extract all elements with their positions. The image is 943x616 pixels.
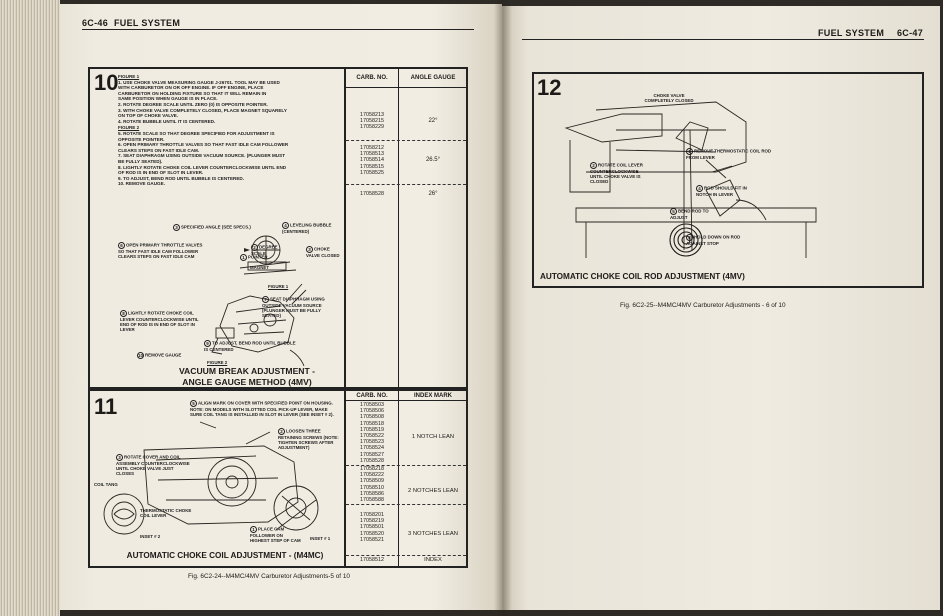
fig11-row-carbs: 17058512 [360,557,384,563]
callout-rod-fit-notch: 4 ROD SHOULD FIT IN NOTCH IN LEVER [696,185,747,197]
callout-magnet: MAGNET [250,265,270,270]
fig11-row-separator [346,504,466,505]
right-page-number: 6C-47 [897,28,924,38]
step-line: 1. USE CHOKE VALVE MEASURING GAUGE J-26701. TOOL MAY BE USED [118,79,280,85]
callout-figure2: FIGURE 2 [207,360,228,365]
callout-rotate-cover: 3 ROTATE COVER AND COIL ASSEMBLY COUNTERCLOCKWISE UNTIL CHOKE VALVE JUST CLOSES [116,454,190,477]
step-line: 2. ROTATE DEGREE SCALE UNTIL ZERO (0) IS OPPOSITE POINTER. [118,101,268,107]
fig10-table-header-rule [344,87,468,88]
right-header-rule [522,39,924,40]
fig10-table-col-divider [398,67,399,389]
callout-rotate-coil-lever: 8 LIGHTLY ROTATE CHOKE COIL LEVER COUNTERCLOCKWISE UNTIL END OF ROD IS IN END OF SLOT IN LEVER [120,310,199,333]
step-line: BE FULLY SEATED). [118,158,163,164]
fig11-row-carbs: 17058503 17058506 17058508 17058518 17058519 17058522 17058523 17058524 17058527 17058528 [360,402,384,464]
callout-open-throttle: 6 OPEN PRIMARY THROTTLE VALVES SO THAT FAST IDLE CAM FOLLOWER CLEARS STEPS ON FAST IDLE CAM [118,242,203,260]
left-figure-caption: Fig. 6C2-24--M4MC/4MV Carburetor Adjustments-5 of 10 [188,573,350,580]
callout-inset-1: INSET # 1 [310,536,331,541]
fig10-row-angle: 26° [428,191,438,197]
step-line: 6. OPEN PRIMARY THROTTLE VALVES SO THAT FAST IDLE CAM FOLLOWER [118,142,289,148]
figure-12-number: 12 [537,75,562,100]
left-header-rule [82,29,474,30]
callout-place-cam: 1 PLACE CAM FOLLOWER ON HIGHEST STEP OF CAM [250,526,301,544]
step-line: 10. REMOVE GAUGE. [118,181,165,187]
right-figure-caption: Fig. 6C2-25--M4MC/4MV Carburetor Adjustments - 6 of 10 [620,302,786,309]
callout-remove-coil-rod: 1 REMOVE THERMOSTATIC COIL ROD FROM LEVER [686,148,772,160]
fig10-row-angle: 26.5° [425,157,441,163]
callout-seat-diaphragm: 7 SEAT DIAPHRAGM USING OUTSIDE VACUUM SOURCE (PLUNGER MUST BE FULLY SEATED) [262,296,325,319]
figure-11-title: AUTOMATIC CHOKE COIL ADJUSTMENT - (M4MC) [126,551,324,560]
figure-12-title: AUTOMATIC CHOKE COIL ROD ADJUSTMENT (4MV) [540,272,745,281]
fig11-row-mark: INDEX [424,557,442,563]
left-page-number: 6C-46 [82,18,109,28]
callout-inset-2: INSET # 2 [140,534,161,539]
step-line: 4. ROTATE BUBBLE UNTIL IT IS CENTERED. [118,118,216,124]
step-line: OF ROD IS IN END OF SLOT IN LEVER. [118,170,204,176]
callout-coil-tang: COIL TANG [94,482,118,487]
fig11-table-col-divider [398,389,399,568]
step-line: CLEARS STEPS ON FAST IDLE CAM. [118,147,200,153]
step-line: ON TOP OF CHOKE VALVE. [118,113,179,119]
callout-thermostatic-lever: THERMOSTATIC CHOKE COIL LEVER [140,508,192,519]
fig11-row-carbs: 17058201 17058219 17058501 17058520 17058521 [360,512,384,543]
callout-figure1: FIGURE 1 [268,284,289,289]
callout-leveling-bubble: 4 LEVELING BUBBLE (CENTERED) [282,222,332,234]
fig10-row-separator [346,184,466,185]
fig11-table-header-rule [344,400,468,401]
step-line: 7. SEAT DIAPHRAGM USING OUTSIDE VACUUM SOURCE. (PLUNGER MUST [118,153,285,159]
figure2-heading: FIGURE 2 [118,125,140,131]
page-stack-edge [0,0,60,616]
callout-degree-scale: 2 DEGREE SCALE [251,244,278,256]
fig10-row-carbs: 17058528 [360,191,384,197]
callout-bend-rod: 5 BEND ROD TO ADJUST [670,208,709,220]
figure-10-number: 10 [94,70,119,95]
step-line: 5. ROTATE SCALE SO THAT DEGREE SPECIFIED FOR ADJUSTMENT IS [118,130,275,136]
figure-10-title: VACUUM BREAK ADJUSTMENT - ANGLE GAUGE METHOD (4MV) [178,366,316,387]
fig11-row-mark: 1 NOTCH LEAN [411,434,455,440]
step-line: 3. WITH CHOKE VALVE COMPLETELY CLOSED, PLACE MAGNET SQUARELY [118,107,287,113]
fig11-row-separator [346,555,466,556]
callout-bend-rod: 9 TO ADJUST, BEND ROD UNTIL BUBBLE IS CENTERED [204,340,296,352]
figure-10-instructions [118,74,342,187]
fig11-row-mark: 3 NOTCHES LEAN [408,531,458,537]
right-header-title: FUEL SYSTEM [818,28,885,38]
fig10-row-angle: 22° [428,118,438,124]
fig10-row-carbs: 17058212 17058513 17058514 17058515 17058525 [360,145,384,176]
fig10-header-carb-no: CARB. NO. [356,75,388,81]
callout-specified-angle: 3 SPECIFIED ANGLE (SEE SPECS.) [173,224,253,231]
fig11-header-carb-no: CARB. NO. [356,393,388,399]
step-line: 9. TO ADJUST, BEND ROD UNTIL BUBBLE IS CENTERED. [118,175,244,181]
fig10-header-angle-gauge: ANGLE GAUGE [410,75,456,81]
step-line: OPPOSITE POINTER. [118,136,165,142]
step-line: WITH CARBURETOR ON OR OFF ENGINE. IF OFF ENGINE, PLACE [118,85,264,91]
callout-remove-gauge: 10 REMOVE GAUGE [138,352,182,358]
callout-loosen-screws: 2 LOOSEN THREE RETAINING SCREWS (NOTE: TIGHTEN SCREWS AFTER ADJUSTMENT) [278,428,339,451]
figure1-heading: FIGURE 1 [118,74,140,79]
left-header-title: FUEL SYSTEM [114,18,181,28]
book-gutter [494,0,512,616]
callout-hold-rod: 3 HOLD DOWN ON ROD AGAINST STOP [686,234,741,246]
step-line: 8. LIGHTLY ROTATE CHOKE COIL LEVER COUNTERCLOCKWISE UNTIL END [118,164,287,170]
fig11-row-carbs: 17058218 17058222 17058509 17058510 17058586 17058588 [360,466,384,504]
step-line: CARBURETOR ON HOLDING FIXTURE SO THAT IT WILL REMAIN IN [118,90,267,96]
fig11-header-index-mark: INDEX MARK [413,393,452,399]
fig11-row-mark: 2 NOTCHES LEAN [408,488,458,494]
callout-choke-valve-closed: 3 CHOKE VALVE CLOSED [306,246,340,258]
fig10-row-separator [346,140,466,141]
callout-choke-valve-closed: CHOKE VALVE COMPLETELY CLOSED [644,93,694,104]
callout-pointer: 1 POINTER [240,254,276,261]
callout-align-mark: 5 ALIGN MARK ON COVER WITH SPECIFIED POINT ON HOUSING. NOTE: ON MODELS WITH SLOTTED COIL PICK-UP LEVER, MAKE SURE COIL TANG IS INSTALLED IN SLOT IN LEVER (SEE INSET # 2). [190,400,334,418]
fig10-row-carbs: 17058213 17058215 17058229 [360,112,384,131]
callout-rotate-coil-lever: 2 ROTATE COIL LEVER COUNTERCLOCKWISE UNTIL CHOKE VALVE IS CLOSED [590,162,643,185]
figure-11-number: 11 [94,394,118,419]
step-line: SAME POSITION WHEN GAUGE IS IN PLACE. [118,96,218,102]
